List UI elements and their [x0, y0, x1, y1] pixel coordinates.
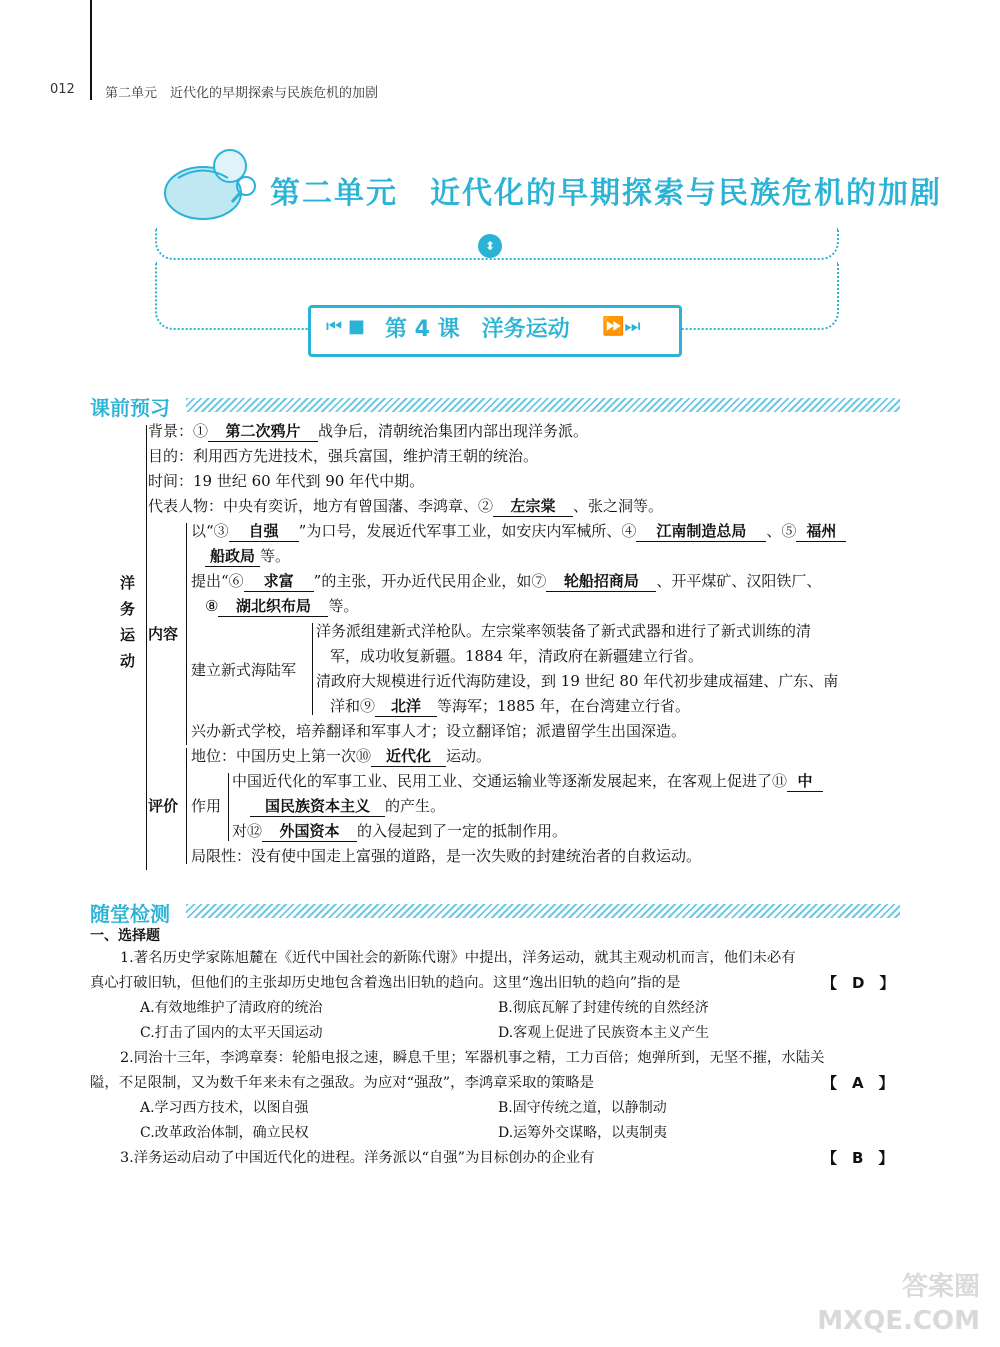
effect-label: 作用 — [191, 797, 222, 815]
outline-root: 洋 务 运 动 — [120, 574, 136, 670]
content-bracket — [186, 523, 187, 745]
content-item-4: 兴办新式学校，培养翻译和军事人才；设立翻译馆；派遣留学生出国深造。 — [191, 722, 687, 740]
outline-background: 背景：① 第二次鸦片 战争后，清朝统治集团内部出现洋务派。 — [148, 422, 589, 440]
watermark: 答案圈 MXQE.COM — [817, 1272, 980, 1336]
effect-line-1: 中国近代化的军事工业、民用工业、交通运输业等逐渐发展起来，在客观上促进了⑪ 中 — [232, 771, 823, 792]
running-title: 第二单元 近代化的早期探索与民族危机的加剧 — [105, 86, 379, 101]
content-item-2: 提出“⑥ 求富 ”的主张，开办近代民用企业，如⑦ 轮船招商局 、开平煤矿、汉阳铁厂、 — [191, 572, 822, 590]
content-item-1: 以“③ 自强 ”为口号，发展近代军事工业，如安庆内军械所、④ 江南制造总局 、⑤ 福州 — [191, 521, 846, 542]
header-rule — [90, 0, 92, 100]
q2-option-d: D.运筹外交谋略，以夷制夷 — [498, 1125, 668, 1141]
q1-option-b: B.彻底瓦解了封建传统的自然经济 — [498, 1000, 709, 1016]
q1-answer: 【 D 】 — [822, 974, 895, 992]
turtle-mascot-icon — [158, 138, 268, 228]
outline-main-bracket — [146, 425, 147, 870]
q2-answer: 【 A 】 — [822, 1074, 894, 1092]
q2-option-c: C.改革政治体制，确立民权 — [140, 1125, 309, 1141]
check-stripes — [186, 904, 900, 918]
navy-bracket — [312, 623, 313, 715]
content-label: 内容 — [148, 625, 179, 643]
skip-forward-icon: ⏩⏭ — [602, 316, 641, 337]
expand-toggle-icon: ⬍ — [478, 234, 502, 258]
navy-line-4: 洋和⑨ 北洋 等海军；1885 年，在台湾建立行省。 — [330, 697, 690, 715]
content-item-1b: 船政局 等。 — [205, 546, 290, 567]
q1-option-a: A.有效地维护了清政府的统治 — [140, 1000, 323, 1016]
effect-bracket — [228, 773, 229, 841]
q2-line-1: 2.同治十三年，李鸿章奏：轮船电报之速，瞬息千里；军器机事之精，工力百倍；炮弹所到，无坚不摧，水陆关 — [120, 1050, 825, 1066]
q1-line-1: 1.著名历史学家陈旭麓在《近代中国社会的新陈代谢》中提出，洋务运动，就其主观动机而言，他们未必有 — [120, 950, 796, 966]
q2-option-a: A.学习西方技术，以图自强 — [140, 1100, 309, 1116]
navy-line-1: 洋务派组建新式洋枪队。左宗棠率领装备了新式武器和进行了新式训练的清 — [316, 622, 812, 640]
lesson-title: 第 4 课 洋务运动 — [385, 317, 570, 342]
navy-line-3: 清政府大规模进行近代海防建设，到 19 世纪 80 年代初步建成福建、广东、南 — [316, 672, 839, 690]
eval-bracket — [186, 748, 187, 864]
page-number: 012 — [50, 82, 75, 97]
eval-status: 地位：中国历史上第一次⑩ 近代化 运动。 — [191, 747, 492, 765]
unit-title: 第二单元 近代化的早期探索与民族危机的加剧 — [270, 176, 942, 211]
navy-label: 建立新式海陆军 — [191, 661, 297, 679]
q2-option-b: B.固守传统之道，以静制动 — [498, 1100, 667, 1116]
preview-section-title: 课前预习 — [90, 396, 170, 420]
q2-line-2: 隘，不足限制，又为数千年来未有之强敌。为应对“强敌”，李鸿章采取的策略是 — [90, 1075, 594, 1091]
eval-label: 评价 — [148, 797, 179, 815]
effect-line-2: 国民族资本主义 的产生。 — [250, 796, 445, 817]
q1-option-c: C.打击了国内的太平天国运动 — [140, 1025, 323, 1041]
q1-line-2: 真心打破旧轨，但他们的主张却历史地包含着逸出旧轨的趋向。这里“逸出旧轨的趋向”指的是 — [90, 975, 681, 991]
q3-line-1: 3.洋务运动启动了中国近代化的进程。洋务派以“自强”为目标创办的企业有 — [120, 1150, 595, 1166]
navy-line-2: 军，成功收复新疆。1884 年，清政府在新疆建立行省。 — [330, 647, 703, 665]
q1-option-d: D.客观上促进了民族资本主义产生 — [498, 1025, 710, 1041]
outline-figures: 代表人物：中央有奕䜣，地方有曾国藩、李鸿章、② 左宗棠 、张之洞等。 — [148, 497, 664, 515]
outline-time: 时间：19 世纪 60 年代到 90 年代中期。 — [148, 472, 425, 490]
skip-back-icon: ⏮ ■ — [326, 316, 365, 337]
outline-purpose: 目的：利用西方先进技术，强兵富国，维护清王朝的统治。 — [148, 447, 539, 465]
check-section-title: 随堂检测 — [90, 902, 170, 926]
content-item-2b: ⑧ 湖北织布局 等。 — [205, 597, 359, 615]
eval-limit: 局限性：没有使中国走上富强的道路，是一次失败的封建统治者的自救运动。 — [191, 847, 702, 865]
section-heading: 一、选择题 — [90, 928, 160, 944]
effect-line-3: 对⑫ 外国资本 的入侵起到了一定的抵制作用。 — [232, 822, 568, 840]
q3-answer: 【 B 】 — [822, 1149, 894, 1167]
preview-stripes — [186, 398, 900, 412]
